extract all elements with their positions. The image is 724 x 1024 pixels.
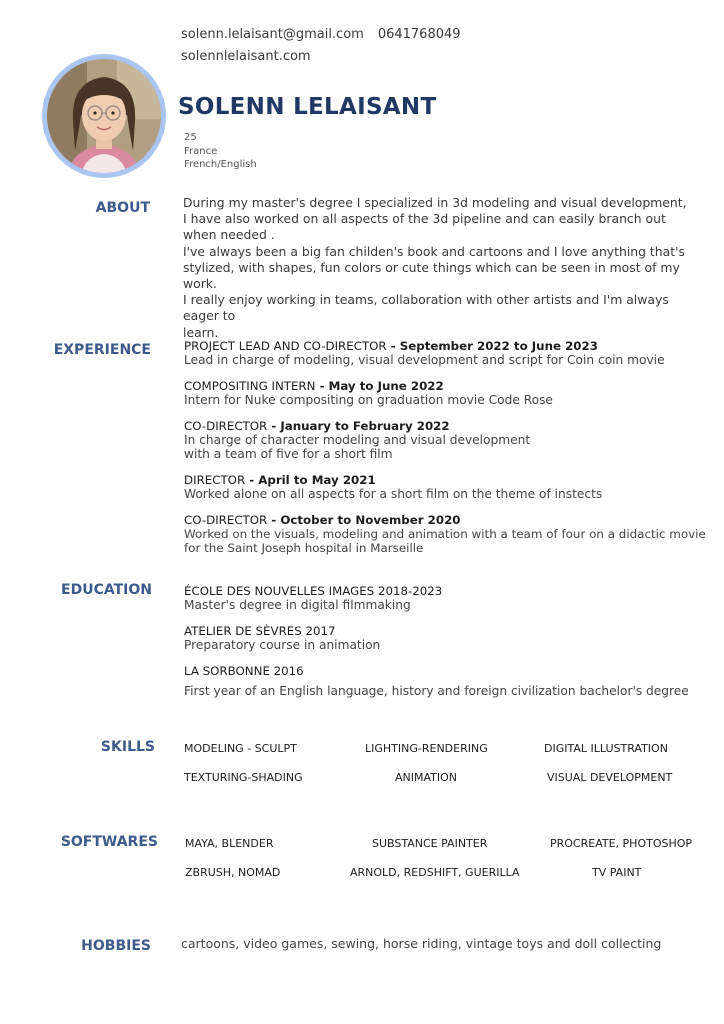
experience-dates: - September 2022 to June 2023 [386, 339, 598, 353]
experience-role: CO-DIRECTOR [184, 513, 268, 527]
software-item: SUBSTANCE PAINTER [372, 837, 488, 850]
hobbies-heading: HOBBIES [81, 938, 151, 954]
software-item: ZBRUSH, NOMAD [185, 866, 281, 879]
experience-description: In charge of character modeling and visual development [184, 433, 531, 447]
software-item: TV PAINT [592, 866, 642, 879]
education-title: ÉCOLE DES NOUVELLES IMAGES 2018-2023 [184, 584, 443, 598]
education-heading: EDUCATION [61, 582, 152, 598]
skill-item: DIGITAL ILLUSTRATION [544, 742, 668, 755]
experience-description: Worked on the visuals, modeling and animation with a team of four on a didactic movie [184, 527, 706, 541]
education-entry [184, 584, 714, 612]
experience-entry [184, 419, 714, 461]
skill-item: MODELING - SCULPT [184, 742, 297, 755]
about-line: I've always been a big fan childen's book and cartoons and I love anything that's [183, 243, 685, 259]
profile-photo [47, 59, 161, 173]
about-line: I have also worked on all aspects of the 3d pipeline and can easily branch out [183, 211, 666, 227]
experience-title [184, 419, 714, 433]
country-text: France [184, 145, 218, 157]
skills-heading: SKILLS [100, 739, 155, 755]
full-name: SOLENN LELAISANT [178, 94, 437, 120]
languages-text: French/English [184, 159, 257, 170]
experience-dates: - January to February 2022 [267, 419, 450, 433]
education-title: ATELIER DE SÈVRES 2017 [184, 624, 336, 638]
education-description: Preparatory course in animation [184, 638, 381, 652]
experience-description: Lead in charge of modeling, visual development and script for Coin coin movie [184, 353, 665, 367]
skill-item: ANIMATION [395, 771, 458, 784]
experience-description: for the Saint Joseph hospital in Marseille [184, 541, 424, 555]
hobbies-text: cartoons, video games, sewing, horse riding, vintage toys and doll collecting [181, 936, 662, 951]
experience-title [184, 339, 714, 353]
about-line: stylized, with shapes, fun colors or cute things which can be seen in most of my work. [183, 259, 680, 292]
experience-role: DIRECTOR [184, 473, 246, 487]
software-item: PROCREATE, PHOTOSHOP [550, 837, 693, 850]
contact-info [181, 24, 461, 68]
experience-role: COMPOSITING INTERN [184, 379, 316, 393]
about-line: I really enjoy working in teams, collaboration with other artists and I'm always eager to [183, 292, 669, 324]
experience-dates: - October to November 2020 [267, 513, 461, 527]
education-entry [184, 664, 714, 698]
experience-entry [184, 513, 714, 555]
about-line: learn. [183, 324, 219, 340]
experience-heading: EXPERIENCE [53, 342, 151, 358]
about-line: when needed . [183, 227, 275, 243]
email-text: solenn.lelaisant@gmail.com [181, 27, 364, 42]
education-description: First year of an English language, history and foreign civilization bachelor's degree [184, 684, 689, 698]
softwares-heading: SOFTWARES [60, 834, 158, 850]
experience-entry [184, 473, 714, 501]
education-description: Master's degree in digital filmmaking [184, 598, 411, 612]
experience-dates: - May to June 2022 [315, 379, 444, 393]
experience-title [184, 379, 714, 393]
software-item: ARNOLD, REDSHIFT, GUERILLA [350, 866, 520, 879]
experience-title [184, 513, 714, 527]
experience-title [184, 473, 714, 487]
skill-item: LIGHTING-RENDERING [365, 742, 488, 755]
experience-description: with a team of five for a short film [184, 447, 393, 461]
profile-photo-frame [42, 54, 166, 178]
personal-details [184, 131, 257, 172]
website-text: solennlelaisant.com [181, 49, 311, 64]
experience-role: CO-DIRECTOR [184, 419, 268, 433]
experience-dates: - April to May 2021 [245, 473, 376, 487]
about-heading: ABOUT [95, 200, 150, 216]
experience-description: Intern for Nuke compositing on graduation movie Code Rose [184, 393, 553, 407]
experience-entry [184, 339, 714, 367]
skill-item: TEXTURING-SHADING [184, 771, 303, 784]
education-title: LA SORBONNE 2016 [184, 664, 304, 678]
about-line: During my master's degree I specialized in 3d modeling and visual development, [183, 195, 687, 210]
age-text: 25 [184, 132, 197, 143]
skill-item: VISUAL DEVELOPMENT [547, 771, 673, 784]
software-item: MAYA, BLENDER [185, 837, 274, 850]
about-text [183, 195, 703, 341]
education-entry [184, 624, 714, 652]
experience-description: Worked alone on all aspects for a short film on the theme of instects [184, 487, 603, 501]
phone-text: 0641768049 [377, 27, 461, 42]
experience-role: PROJECT LEAD AND CO-DIRECTOR [184, 339, 387, 353]
experience-entry [184, 379, 714, 407]
